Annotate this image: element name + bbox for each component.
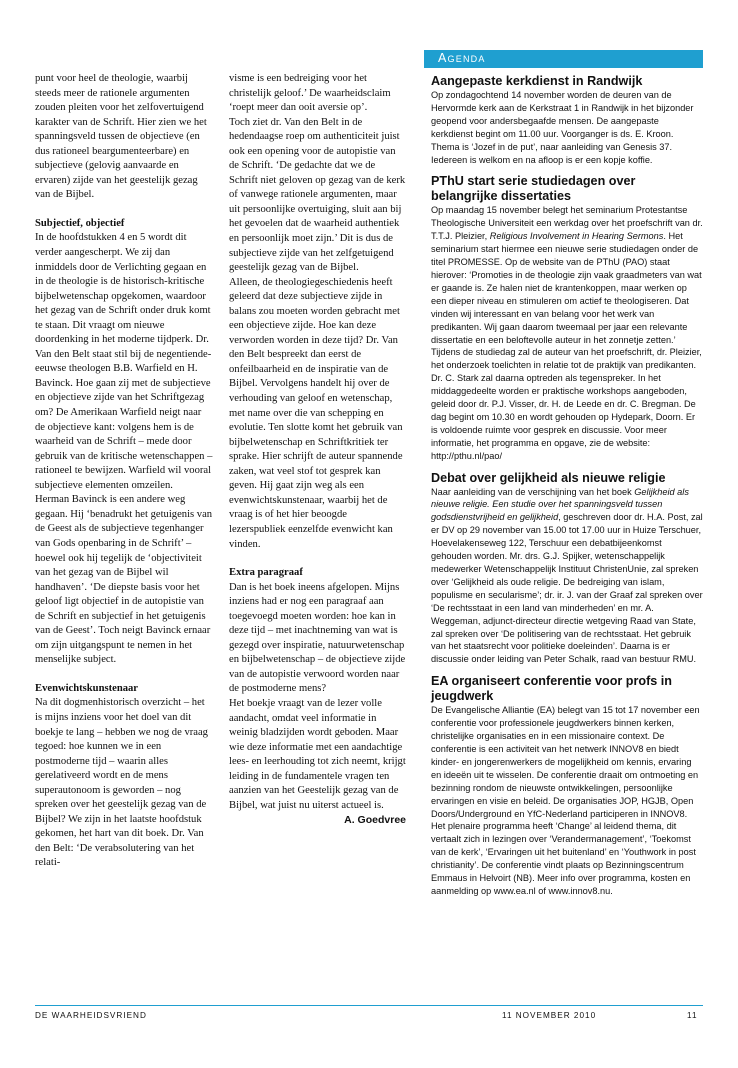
agenda-divider [424,67,703,68]
agenda-item-text: Op zondagochtend 14 november worden de deuren van de Hervormde kerk aan de Kerkstraat 1 in Randwijk in het bijzonder geopend voor andersbegaafde mensen. De aangepaste kerkdienst begint om 11.00 uur. Voorganger is ds. E. Kroon. Thema is ‘Jozef in de put’, naar aanleiding van Genesis 37. Iedereen is welkom en na afloop is er een kopje koffie. [431,90,694,165]
paragraph: Toch ziet dr. Van den Belt in de hedendaagse roep om authenticiteit juist ook een opening voor de autopistie van de Schrift. ‘De gedachte dat we de Schrift niet geloven op gezag van de kerk of vanwege rationele argumenten, maar uit persoonlijke overtuiging, sluit aan bij het gevoelen dat de waarheid authentiek en persoonlijk moet zijn.’ Dit is dus de subjectieve zijde van het zelfgetuigend geestelijk gezag van de Bijbel. [229,116,406,274]
agenda-item-title: Debat over gelijkheid als nieuwe religie [431,470,666,485]
agenda-item-title: EA organiseert conferentie voor profs in jeugdwerk [431,674,672,704]
paragraph: Alleen, de theologiegeschiedenis heeft geleerd dat deze subjectieve zijde in balans zou moeten worden gebracht met een objectieve zijde. Hoe kan deze verworden worden in deze tijd? Dr. Van den Belt bespreekt dan eerst de onfeilbaarheid en de inspiratie van de Bijbel. Vervolgens handelt hij over de verhouding van geloof en wetenschap, met name over die van schepping en evolutie. Ten slotte komt het gebruik van bijbelwetenschap en Schriftkritiek ter sprake. Hier schrijft de auteur spannende zaken, wat veel stof tot gesprek kan geven. Hij gaat zijn weg als een evenwichtskunstenaar, waarbij het de vraag is of het hier beoogde lezerspubliek eenzelfde evenwicht kan vinden. [229,276,403,550]
paragraph: Dan is het boek ineens afgelopen. Mijns inziens had er nog een paragraaf aan toegevoegd moeten worden: hoe kan in deze tijd – met inachtneming van wat is gezegd over inspiratie, natuurwetenschap en bijbelwetenschap – de objectieve zijde van de autopistie verwoord worden naar de postmoderne mens? [229,581,406,695]
agenda-label: Agenda [438,51,486,65]
article-column-1 [35,72,213,871]
paragraph: Herman Bavinck is een andere weg gegaan. Hij ‘benadrukt het getuigenis van de Geest als de subjectieve tegenhanger van Gods openbaring in de Schrift’ – hoewel ook hij tegelijk de ‘objectiviteit van het gezag van de Bijbel wil handhaven’. ‘De diepste basis voor het geloof ligt objectief in de autopistie van de Schrift en subjectief in het getuigenis van de Geest’. Toch neigt Bavinck ernaar om zijn uitgangspunt te nemen in het menselijke subject. [35,494,213,666]
paragraph: Na dit dogmenhistorisch overzicht – het is mijns inziens voor het doel van dit boekje te lang – hebben we nog de vraag tegoed: hoe kunnen we in een postmoderne tijd – waarin alles gerelativeerd wordt en de mens superautonoom is geworden – nog spreken over het geestelijk gezag van de Bijbel? We zijn in het laatste hoofdstuk gekomen, het hart van dit boek. Dr. Van den Belt: ‘De verabsolutering van het relati- [35,697,208,869]
agenda-item [431,471,703,667]
agenda-item-title: PThU start serie studiedagen over belangrijke dissertaties [431,174,636,204]
agenda-item-text: Naar aanleiding van de verschijning van het boek Gelijkheid als nieuwe religie. Een studie over het spanningsveld tussen godsdienstvrijheid en gelijkheid, geschreven door dr. H.A. Post, zal er DV op 29 november van 15.00 tot 17.00 uur in Huize Terschuer, Hoevelakenseweg 122, Terschuur een debatbijeenkomst gehouden worden. Mr. drs. G.J. Spijker, wetenschappelijk medewerker Wetenschappelijk Instituut ChristenUnie, zal spreken over ‘Gelijkheid als oude religie. De bedreiging van islam, populisme en secularisme’; dr. ir. J. van der Graaf zal spreken over ‘De rechtsstaat in een land van minderheden’ en mr. A. Weggeman, adjunct-directeur directie wetgeving Raad van State, zal spreken over ‘De politisering van de rechtsstaat. Het gebruik van het staatsrecht voor politieke doeleinden’. Daarna is er discussie onder leiding van Peter Schalk, raad van bestuur RMU. [431,486,703,665]
book-title: Gelijkheid als nieuwe religie. Een studie over het spanningsveld tussen godsdienstvrijheid en gelijkheid [431,486,689,523]
agenda-item [431,74,703,166]
paragraph: punt voor heel de theologie, waarbij steeds meer de rationele argumenten zouden pleiten voor het zelfovertuigend karakter van de Schrift. Hier zien we het spanningsveld tussen de objectieve (en dus rationeel beargumenteerbare) en subjectieve (gelovig aanvaarde en ervaren) zijde van het geestelijk gezag van de Bijbel. [35,73,207,201]
agenda-item-text: Op maandag 15 november belegt het seminarium Protestantse Theologische Universiteit een werkdag over het proefschrift van dr. T.T.J. Pleizier, Religious Involvement in Hearing Sermons. Het seminarium start hiermee een nieuwe serie studiedagen onder de titel PROMESSE. Op de website van de PThU (PAO) staat hierover: ‘Promoties in de theologie zijn vaak graadmeters van wat er gaande is. Ze halen niet de krantenkoppen, maar werken op een dieper niveau en stimuleren om actief te theologiseren. Dat vinden wij interessant en van belang voor het werk van predikanten. Wij gaan daarom tweemaal per jaar een relevante dissertatie en een beloftevolle auteur in het zonnetje zetten.’ [431,205,703,345]
agenda-item-title: Aangepaste kerkdienst in Randwijk [431,74,643,88]
article-column-2 [229,72,406,828]
paragraph: In de hoofdstukken 4 en 5 wordt dit verder aangescherpt. We zij dan inmiddels door de Verlichting gegaan en in de theologie is de historisch-kritische bijbelwetenschap opgekomen, waardoor het gezag van de Schrift onder druk komt te staan. Dit vraagt om nieuwe doordenking in het moderne tijdperk. Dr. Van den Belt staat stil bij de negentiende-eeuwse theologen B.B. Warfield en H. Bavinck. Hoe gaan zij met de subjectieve en objectieve zijde van het Schriftgezag om? De Amerikaan Warfield neigt naar de objectieve kant: volgens hem is de waarheid van de Schrift – mede door gebruik van de kritische wetenschappen – rationeel te bewijzen. Warfield wil vooral subjectieve elementen omzeilen. [35,232,213,491]
agenda-item-text: Het plenaire programma heeft ‘Change’ al leidend thema, dit vertaalt zich in lezingen over ‘Verandermanagement’, ‘Toekomst van de kerk’, ‘Ervaringen uit het buitenland’ en ‘Youthwork in post christianity’. De conferentie vindt plaats op Bezinningscentrum Emmaus in Helvoirt (NB). Meer info over programma, kosten en aanmelding op www.ea.nl of www.innov8.nu. [431,821,696,896]
subheading-subjectief-objectief: Subjectief, objectief [35,217,125,229]
paragraph: visme is een bedreiging voor het christelijk geloof.’ De waarheidsclaim ‘roept meer dan ooit aversie op’. [229,73,391,114]
footer-publication: DE WAARHEIDSVRIEND [35,1011,147,1020]
agenda-item [431,674,703,898]
footer-divider [35,1005,703,1006]
subheading-extra-paragraaf: Extra paragraaf [229,567,303,579]
agenda-item-text: De Evangelische Alliantie (EA) belegt van 15 tot 17 november een conferentie voor professionele jeugdwerkers binnen kerken, christelijke organisaties en in een missionaire context. De conferentie is een activiteit van het netwerk INNOV8 en biedt kinder- en jongerenwerkers de mogelijkheid om kennis, ervaring en ideeën uit te wisselen. De conferentie draait om ontmoeting en bezinning rondom de nieuwste ontwikkelingen, persoonlijke ervaringen en visie en beleid. De organisaties JOP, HGJB, Open Doors/Underground en YfC-Nederland participeren in INNOV8. [431,705,700,819]
agenda-item-text: Tijdens de studiedag zal de auteur van het proefschrift, dr. Pleizier, het onderzoek toelichten in relatie tot de praktijk van predikanten. Dr. C. Stark zal daarna optreden als tegenspreker. In het middaggedeelte worden er praktische workshops aangeboden, geleid door dr. P.J. Visser, dr. H. de Leede en dr. C. Bregman. De dag begint om 10.30 en wordt gehouden op Hydepark, Doorn. Er is voldoende ruimte voor gesprek en discussie. Voor meer informatie, het programma en opgave, zie de website: http://pthu.nl/pao/ [431,347,702,461]
author-signature: A. Goedvree [344,814,406,827]
book-title: Religious Involvement in Hearing Sermons [489,231,664,242]
paragraph: Het boekje vraagt van de lezer volle aandacht, omdat veel informatie in weinig bladzijden wordt geboden. Maar wie deze informatie met een aandachtige lees- en leerhouding tot zich neemt, krijgt leiding in de fundamentele vragen ten aanzien van het Geestelijk gezag van de Bijbel, wat juist nu uiterst actueel is. [229,697,406,811]
subheading-evenwichtskunstenaar: Evenwichtskunstenaar [35,682,139,694]
page-number: 11 [687,1011,698,1020]
footer-date: 11 NOVEMBER 2010 [502,1011,597,1020]
agenda-column [431,74,703,906]
agenda-header [424,50,703,67]
agenda-item [431,174,703,462]
